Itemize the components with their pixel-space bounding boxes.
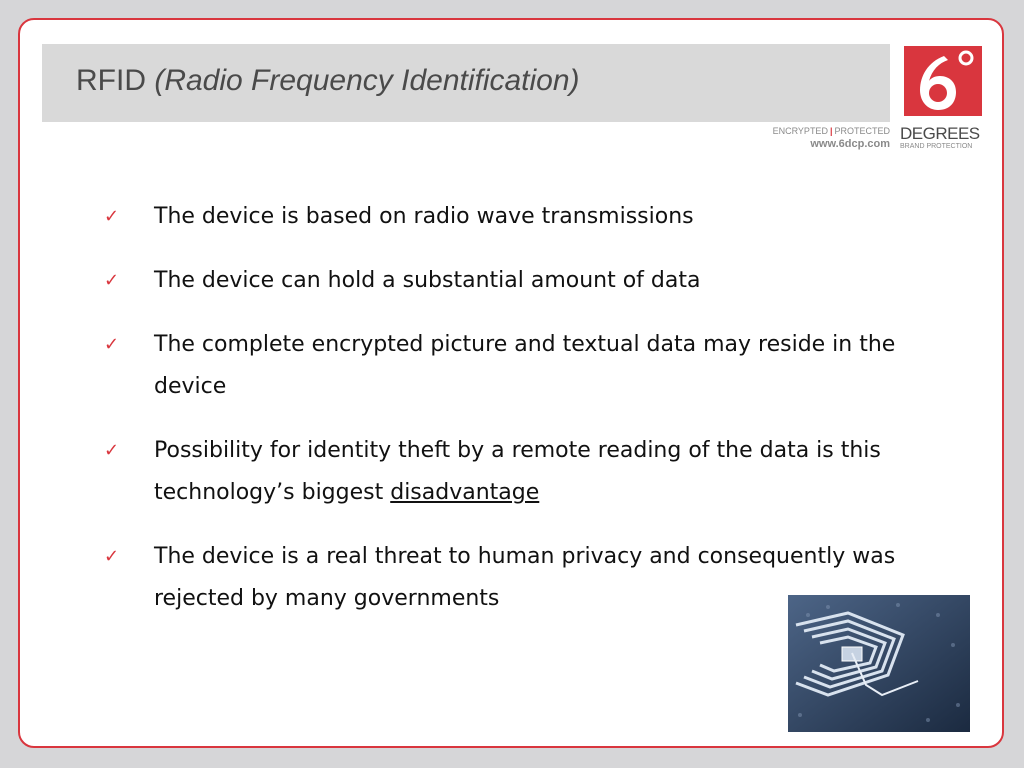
check-icon: ✓ [104, 206, 120, 227]
company-logo [904, 46, 982, 116]
logo-tag: BRAND PROTECTION [900, 143, 973, 150]
logo-website: www.6dcp.com [810, 138, 890, 150]
bullet-text: The device is a real threat to human privacy and consequently was rejected by many governments [154, 544, 896, 611]
tagline-separator: | [829, 126, 833, 136]
bullet-text: The complete encrypted picture and textual data may reside in the device [154, 332, 896, 399]
slide [18, 18, 1004, 748]
bullet-text: Possibility for identity theft by a remote reading of the data is this technology’s biggest [154, 438, 881, 505]
check-icon: ✓ [104, 270, 120, 291]
bullet-text: The device can hold a substantial amount of data [154, 268, 701, 293]
six-degrees-icon [904, 46, 982, 116]
check-icon: ✓ [104, 334, 120, 355]
title-subtitle: (Radio Frequency Identification) [154, 64, 580, 97]
check-icon: ✓ [104, 440, 120, 461]
slide-title [76, 64, 580, 98]
check-icon: ✓ [104, 546, 120, 567]
bullet-item [100, 430, 900, 514]
rfid-chip-image [788, 595, 970, 732]
bullet-list [100, 196, 900, 642]
title-main: RFID [76, 64, 155, 97]
title-bar [42, 44, 890, 122]
logo-name: DEGREES [900, 124, 980, 143]
tagline-encrypted: ENCRYPTED [772, 126, 828, 136]
bullet-item [100, 536, 900, 620]
rfid-chip-illustration [788, 595, 970, 732]
bullet-item [100, 260, 900, 302]
bullet-item [100, 196, 900, 238]
tagline-protected: PROTECTED [834, 126, 890, 136]
bullet-item [100, 324, 900, 408]
bullet-underlined-text: disadvantage [390, 480, 540, 505]
bullet-text: The device is based on radio wave transmissions [154, 204, 694, 229]
logo-tagline [756, 126, 890, 136]
